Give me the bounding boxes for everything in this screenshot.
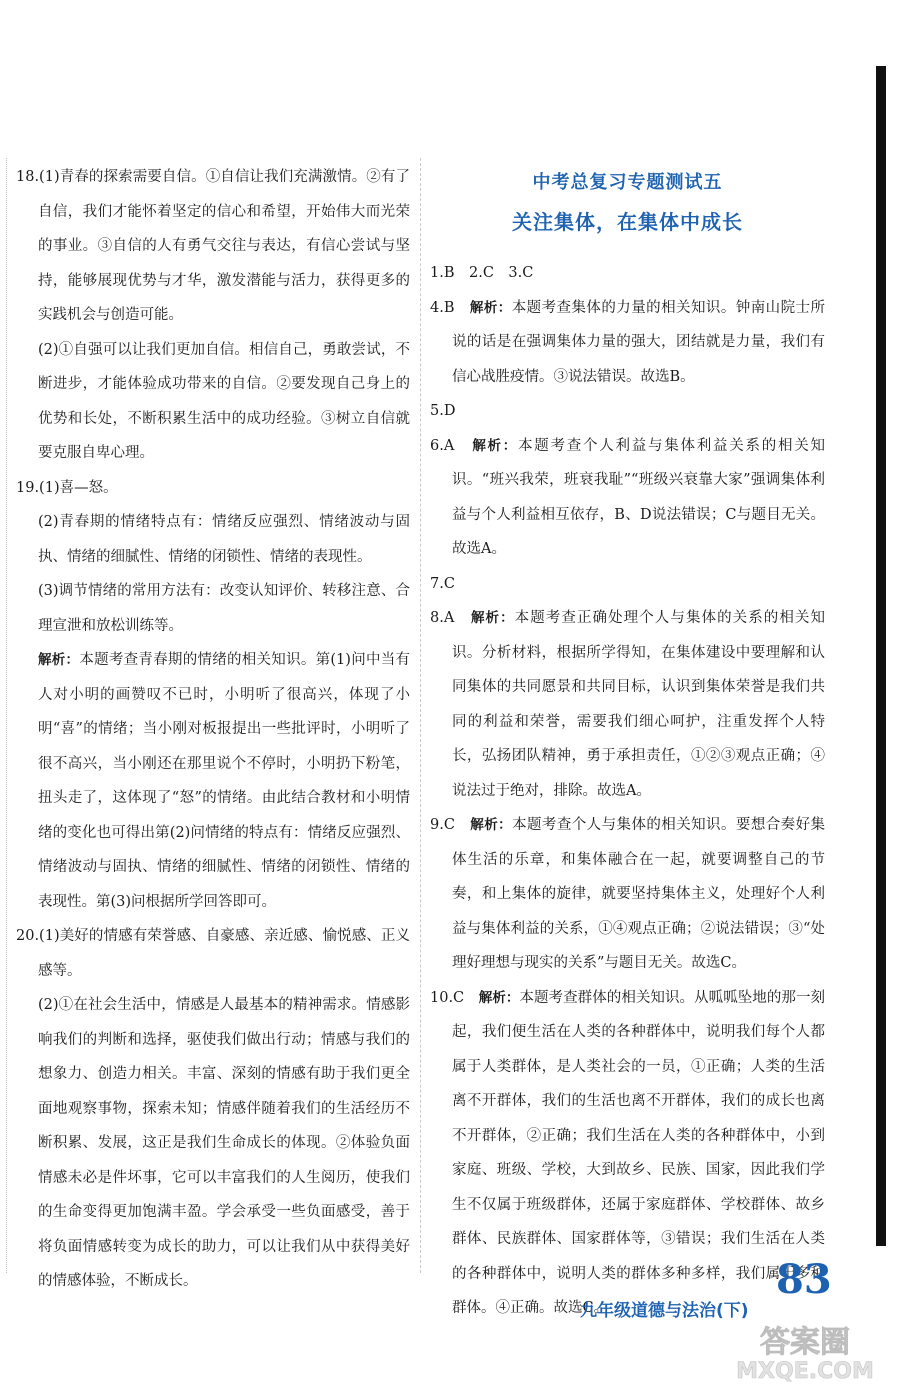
answer-10 <box>430 981 825 1326</box>
analysis-label: 解析： <box>470 817 513 833</box>
analysis-label: 解析： <box>472 437 519 454</box>
analysis-text: 本题考查青春期的情绪的相关知识。第(1)问中当有人对小明的画赞叹不已时，小明听了很高兴，体现了小明“喜”的情绪；当小刚对板报提出一些批评时，小明听了很不高兴，当小刚还在那里说个不停时，小明扔下粉笔，扭头走了，这体现了“怒”的情绪。由此结合教材和小明情绪的变化也可得出第(2)问情绪的特点有：情绪反应强烈、情绪波动与固执、情绪的细腻性、情绪的闭锁性、情绪的表现性。第(3)问根据所学回答即可。 <box>38 652 410 910</box>
analysis-label: 解析： <box>469 299 512 316</box>
answer-key: 10.C <box>430 989 479 1006</box>
left-margin-rule <box>6 158 7 1273</box>
answer-20-2: (2)①在社会生活中，情感是人最基本的精神需求。情感影响我们的判断和选择，驱使我们做出行动；情感与我们的想象力、创造力相关。丰富、深刻的情感有助于我们更全面地观察事物，探索未知；情感伴随着我们的生活经历不断积累、发展，这正是我们生命成长的体现。②体验负面情感未必是件坏事，它可以丰富我们的人生阅历，使我们的生命变得更加饱满丰盈。学会承受一些负面感受，善于将负面情感转变为成长的助力，可以让我们从中获得美好的情感体验，不断成长。 <box>38 997 410 1289</box>
watermark-line1: 答案圈 <box>760 1325 850 1360</box>
section-title: 中考总复习专题测试五 <box>532 172 723 193</box>
analysis-text: 本题考查个人利益与集体利益关系的相关知识。“班兴我荣，班衰我耻”“班级兴衰靠大家”强调集体利益与个人利益相互依存，B、D说法错误；C与题目无关。故选A。 <box>452 437 826 557</box>
left-column <box>16 160 410 1299</box>
watermark-line2: MXQE.COM <box>736 1359 874 1384</box>
section-subtitle: 关注集体，在集体中成长 <box>512 210 743 234</box>
answer-19-3: (3)调节情绪的常用方法有：改变认知评价、转移注意、合理宣泄和放松训练等。 <box>38 583 410 634</box>
column-divider <box>420 158 421 1273</box>
binding-edge-bar <box>876 66 886 1246</box>
answer-key: 4.B <box>430 299 470 316</box>
answer-18-2: (2)①自强可以让我们更加自信。相信自己，勇敢尝试，不断进步，才能体验成功带来的自信。②要发现自己身上的优势和长处，不断积累生活中的成功经验。③树立自信就要克服自卑心理。 <box>38 341 410 461</box>
footer-subject: 九年级道德与法治(下) <box>580 1301 749 1321</box>
analysis-19 <box>16 643 410 919</box>
watermark-logo <box>720 1318 890 1384</box>
answer-4 <box>430 291 825 395</box>
answer-1-3: 1.B 2.C 3.C <box>430 265 534 281</box>
analysis-label: 解析： <box>478 989 520 1006</box>
answer-5: 5.D <box>430 403 456 419</box>
analysis-text: 本题考查正确处理个人与集体的关系的相关知识。分析材料，根据所学得知，在集体建设中要理解和认同集体的共同愿景和共同目标，认识到集体荣誉是我们共同的利益和荣誉，需要我们细心呵护，注重发挥个人特长，弘扬团队精神，勇于承担责任，①②③观点正确；④说法过于绝对，排除。故选A。 <box>452 610 826 799</box>
answer-9 <box>430 808 825 981</box>
analysis-text: 本题考查集体的力量的相关知识。钟南山院士所说的话是在强调集体力量的强大，团结就是力量，我们有信心战胜疫情。③说法错误。故选B。 <box>452 299 826 385</box>
answer-key: 9.C <box>430 817 471 833</box>
analysis-text: 本题考查群体的相关知识。从呱呱坠地的那一刻起，我们便生活在人类的各种群体中，说明我们每个人都属于人类群体，是人类社会的一员，①正确；人类的生活离不开群体，我们的生活也离不开群体，我们的成长也离不开群体，②正确；我们生活在人类的各种群体中，小到家庭、班级、学校，大到故乡、民族、国家，因此我们学生不仅属于班级群体，还属于家庭群体、学校群体、故乡群体、民族群体、国家群体等，③错误；我们生活在人类的各种群体中，说明人类的群体多种多样，我们属于多种群体。④正确。故选C。 <box>452 989 826 1316</box>
answer-20-1: 20.(1)美好的情感有荣誉感、自豪感、亲近感、愉悦感、正义感等。 <box>16 928 410 979</box>
answer-key: 6.A <box>430 437 473 454</box>
answer-6 <box>430 429 825 567</box>
page-number: 83 <box>776 1256 832 1303</box>
analysis-label: 解析： <box>470 610 515 626</box>
answer-7: 7.C <box>430 575 455 592</box>
analysis-label: 解析： <box>38 652 80 668</box>
answer-18-1: 18.(1)青春的探索需要自信。①自信让我们充满激情。②有了自信，我们才能怀着坚定的信心和希望，开始伟大而光荣的事业。③自信的人有勇气交往与表达，有信心尝试与坚持，能够展现优势与才华，激发潜能与活力，获得更多的实践机会与创造可能。 <box>16 169 410 323</box>
answer-19-1: 19.(1)喜—怒。 <box>16 479 118 496</box>
answer-19-2: (2)青春期的情绪特点有：情绪反应强烈、情绪波动与固执、情绪的细腻性、情绪的闭锁性、情绪的表现性。 <box>38 514 410 565</box>
right-column <box>430 256 825 1326</box>
analysis-text: 本题考查个人与集体的相关知识。要想合奏好集体生活的乐章，和集体融合在一起，就要调整自己的节奏，和上集体的旋律，就要坚持集体主义，处理好个人利益与集体利益的关系，①④观点正确；②说法错误；③“处理好理想与现实的关系”与题目无关。故选C。 <box>452 817 826 971</box>
answer-8 <box>430 601 825 808</box>
answer-key: 8.A <box>430 610 471 626</box>
